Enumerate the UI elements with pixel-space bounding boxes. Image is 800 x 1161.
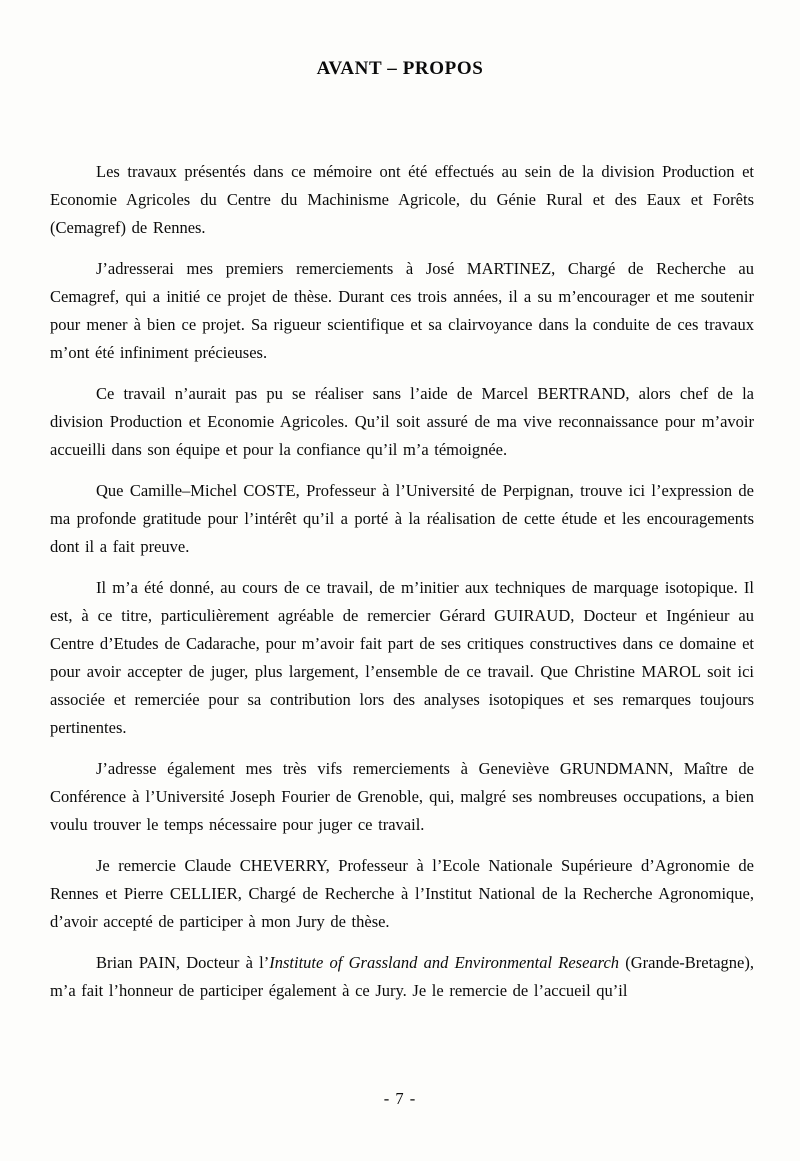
paragraph: Que Camille–Michel COSTE, Professeur à l’Université de Perpignan, trouve ici l’expression de ma profonde gratitude pour l’intérêt qu’il a porté à la réalisation de cette étude et les encouragements dont il a fait preuve. xyxy=(50,481,754,556)
paragraph: J’adresse également mes très vifs remerciements à Geneviève GRUNDMANN, Maître de Conférence à l’Université Joseph Fourier de Grenoble, qui, malgré ses nombreuses occupations, a bien voulu trouver le temps nécessaire pour juger ce travail. xyxy=(50,759,754,834)
page-number: - 7 - xyxy=(383,1089,417,1108)
paragraph: Les travaux présentés dans ce mémoire ont été effectués au sein de la division Production et Economie Agricoles du Centre du Machinisme Agricole, du Génie Rural et des Eaux et Forêts (Cemagref) de Rennes. xyxy=(50,162,754,237)
paragraph: J’adresserai mes premiers remerciements à José MARTINEZ, Chargé de Recherche au Cemagref, qui a initié ce projet de thèse. Durant ces trois années, il a su m’encourager et me soutenir pour mener à bien ce projet. Sa rigueur scientifique et sa clairvoyance dans la conduite de ces travaux m’ont été infiniment précieuses. xyxy=(50,259,754,362)
page-title: AVANT – PROPOS xyxy=(316,58,484,79)
italic-institution-name: Institute of Grassland and Environmental Research xyxy=(269,953,620,972)
paragraph: Je remercie Claude CHEVERRY, Professeur à l’Ecole Nationale Supérieure d’Agronomie de Rennes et Pierre CELLIER, Chargé de Recherche à l’Institut National de la Recherche Agronomique, d’avoir accepté de participer à mon Jury de thèse. xyxy=(50,856,754,931)
paragraph-text: (Grande-Bretagne), m’a fait l’honneur de participer également à ce Jury. Je le remercie de l’accueil qu’il xyxy=(50,953,754,1000)
paragraph: Ce travail n’aurait pas pu se réaliser sans l’aide de Marcel BERTRAND, alors chef de la division Production et Economie Agricoles. Qu’il soit assuré de ma vive reconnaissance pour m’avoir accueilli dans son équipe et pour la confiance qu’il m’a témoignée. xyxy=(50,384,754,459)
document-body xyxy=(0,158,800,1005)
paragraph: Il m’a été donné, au cours de ce travail, de m’initier aux techniques de marquage isotopique. Il est, à ce titre, particulièrement agréable de remercier Gérard GUIRAUD, Docteur et Ingénieur au Centre d’Etudes de Cadarache, pour m’avoir fait part de ses critiques constructives dans ce domaine et pour avoir accepter de juger, plus largement, l’ensemble de ce travail. Que Christine MAROL soit ici associée et remerciée pour sa contribution lors des analyses isotopiques et ses remarques toujours pertinentes. xyxy=(50,578,754,737)
paragraph-text: Brian PAIN, Docteur à l’ xyxy=(96,953,270,972)
paragraph xyxy=(50,949,754,1005)
